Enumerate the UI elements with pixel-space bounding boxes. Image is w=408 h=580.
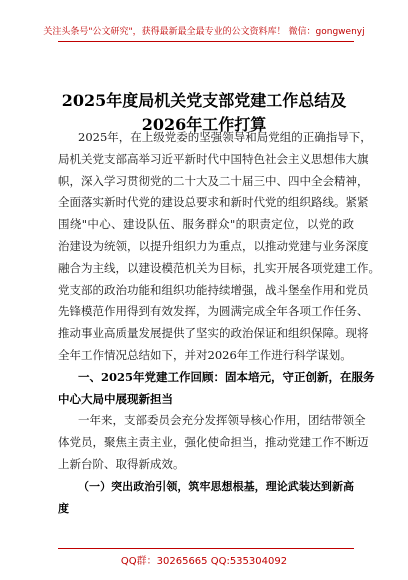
document-title-line-2: 2026年工作打算 (141, 115, 267, 134)
header-divider (58, 41, 354, 42)
document-body (58, 127, 380, 519)
paragraph-line: 上新台阶、取得新成效。 (58, 456, 185, 471)
paragraph-line: 全面落实新时代党的建设总要求和新时代党的组织路线。紧紧 (58, 195, 369, 210)
paragraph-line: 帜，深入学习贯彻党的二十大及二十届三中、四中全会精神， (58, 173, 369, 188)
heading-line: （一）突出政治引领，筑牢思想根基，理论武装达到新高 (78, 479, 354, 493)
section-heading-1 (58, 367, 375, 411)
section-paragraph (58, 410, 369, 475)
footer-divider (58, 548, 354, 549)
paragraph-line: 融合为主线，以建设模范机关为目标，扎实开展各项党建工作。 (58, 260, 380, 275)
paragraph-line: 2025年，在上级党委的坚强领导和局党组的正确指导下， (78, 130, 372, 144)
paragraph-line: 推动事业高质量发展提供了坚实的政治保证和组织保障。现将 (58, 326, 369, 341)
paragraph-line: 体党员，聚焦主责主业，强化使命担当，推动党建工作不断迈 (58, 435, 369, 450)
intro-paragraph (58, 127, 380, 367)
subsection-heading (58, 476, 354, 520)
heading-line: 中心大局中展现新担当 (58, 391, 173, 406)
document-title-line-1: 2025年度局机关党支部党建工作总结及 (61, 91, 347, 110)
header-banner: 关注头条号"公文研究"，获得最新最全最专业的公文资料库！ 微信：gongwenyj (43, 27, 365, 37)
heading-line: 一、2025年党建工作回顾：固本培元，守正创新，在服务 (78, 369, 375, 384)
paragraph-line: 围绕"中心、建设队伍、服务群众"的职责定位，以党的政 (58, 217, 354, 232)
paragraph-line: 治建设为统领，以提升组织力为重点，以推动党建与业务深度 (58, 238, 369, 253)
paragraph-line: 一年来，支部委员会充分发挥领导核心作用，团结带领全 (78, 413, 366, 428)
paragraph-line: 党支部的政治功能和组织功能持续增强，战斗堡垒作用和党员 (58, 282, 369, 297)
paragraph-line: 全年工作情况总结如下，并对2026年工作进行科学谋划。 (58, 347, 352, 362)
heading-line: 度 (58, 501, 69, 515)
footer-contact: QQ群：30265665 QQ:535304092 (120, 556, 288, 567)
paragraph-line: 先锋模范作用得到有效发挥，为圆满完成全年各项工作任务、 (58, 304, 369, 319)
paragraph-line: 局机关党支部高举习近平新时代中国特色社会主义思想伟大旗 (58, 151, 369, 166)
